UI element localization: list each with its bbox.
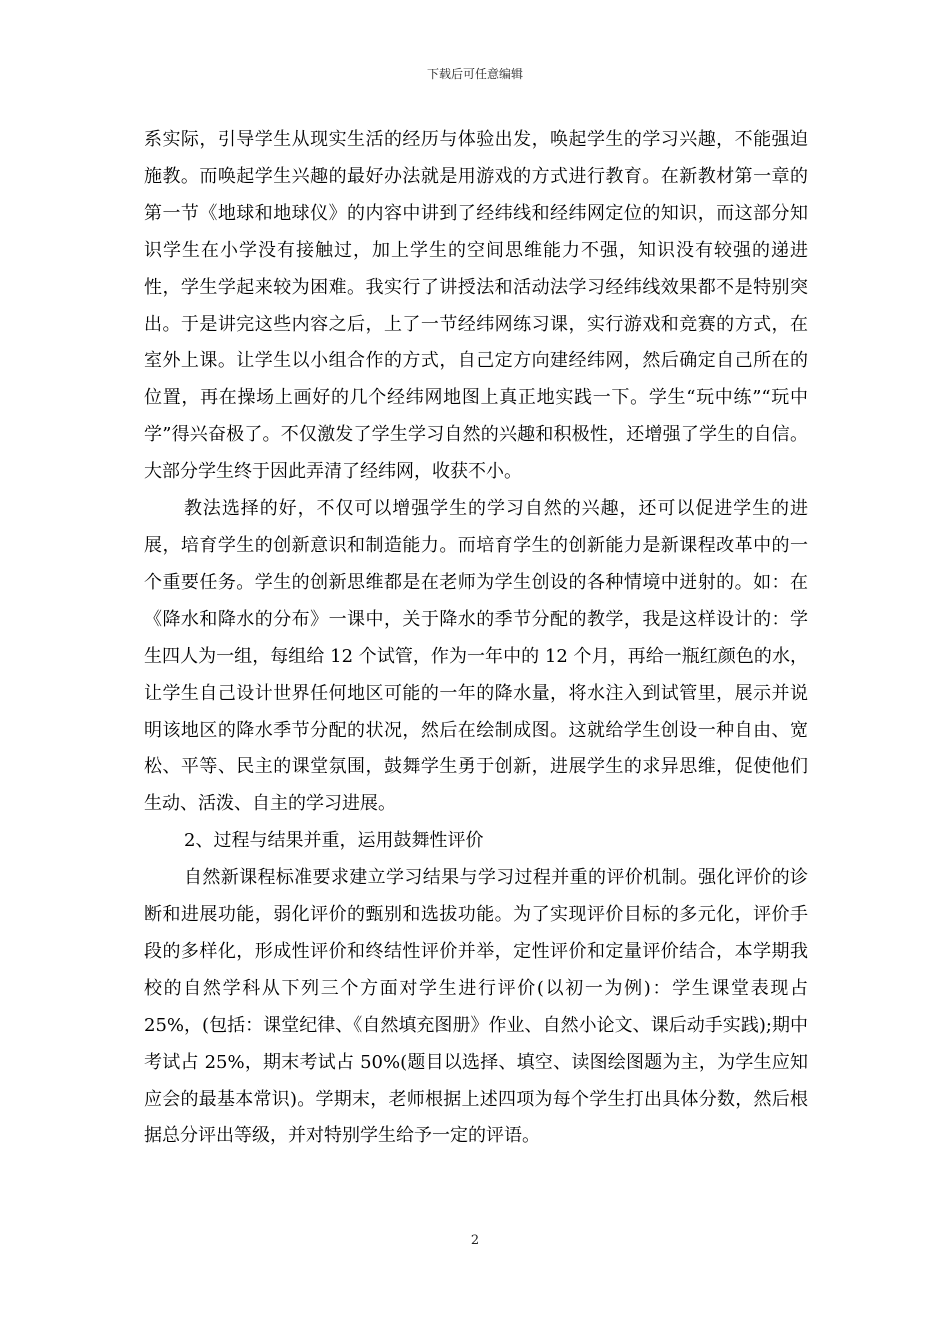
page-number: 2 bbox=[470, 1233, 480, 1248]
paragraph-evaluation-mechanism: 自然新课程标准要求建立学习结果与学习过程并重的评价机制。强化评价的诊断和进展功能，弱化评价的甄别和选拔功能。为了实现评价目标的多元化，评价手段的多样化，形成性评价和终结性评价并举，定性评价和定量评价结合，本学期我校的自然学科从下列三个方面对学生进行评价(以初一为例)：学生课堂表现占 25%，(包括：课堂纪律、《自然填充图册》作业、自然小论文、课后动手实践);期中考试占 25%，期末考试占 50%(题目以选择、填空、读图绘图题为主，为学生应知应会的最基本常识)。学期末，老师根据上述四项为每个学生打出具体分数，然后根据总分评出等级，并对特别学生给予一定的评语。 bbox=[144, 867, 808, 1147]
section-heading-evaluation: 2、过程与结果并重，运用鼓舞性评价 bbox=[184, 830, 484, 852]
document-body bbox=[144, 122, 808, 1155]
page-header: 下载后可任意编辑 bbox=[426, 67, 523, 81]
paragraph-teaching-method: 教法选择的好，不仅可以增强学生的学习自然的兴趣，还可以促进学生的进展，培育学生的创新意识和制造能力。而培育学生的创新能力是新课程改革中的一个重要任务。学生的创新思维都是在老师为学生创设的各种情境中迸射的。如：在《降水和降水的分布》一课中，关于降水的季节分配的教学，我是这样设计的：学生四人为一组，每组给 12 个试管，作为一年中的 12 个月，再给一瓶红颜色的水，让学生自己设计世界任何地区可能的一年的降水量，将水注入到试管里，展示并说明该地区的降水季节分配的状况，然后在绘制成图。这就给学生创设一种自由、宽松、平等、民主的课堂氛围，鼓舞学生勇于创新，进展学生的求异思维，促使他们生动、活泼、自主的学习进展。 bbox=[144, 498, 808, 815]
paragraph-geography-game: 系实际，引导学生从现实生活的经历与体验出发，唤起学生的学习兴趣，不能强迫施教。而唤起学生兴趣的最好办法就是用游戏的方式进行教育。在新教材第一章的第一节《地球和地球仪》的内容中讲到了经纬线和经纬网定位的知识，而这部分知识学生在小学没有接触过，加上学生的空间思维能力不强，知识没有较强的递进性，学生学起来较为困难。我实行了讲授法和活动法学习经纬线效果都不是特别突出。于是讲完这些内容之后，上了一节经纬网练习课，实行游戏和竞赛的方式，在室外上课。让学生以小组合作的方式，自己定方向建经纬网，然后确定自己所在的位置，再在操场上画好的几个经纬网地图上真正地实践一下。学生“玩中练”“玩中学”得兴奋极了。不仅激发了学生学习自然的兴趣和积极性，还增强了学生的自信。大部分学生终于因此弄清了经纬网，收获不小。 bbox=[144, 129, 808, 483]
